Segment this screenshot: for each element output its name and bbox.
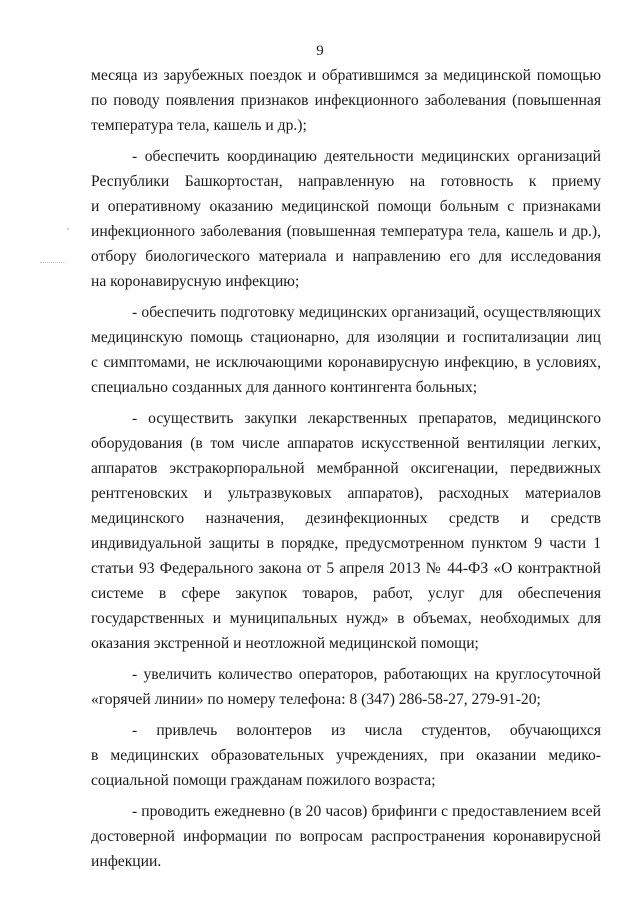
text-line: температура тела, кашель и др.);: [91, 117, 307, 134]
scan-speck: [67, 228, 69, 230]
text-line: инфекции.: [91, 853, 162, 870]
text-line: социальной помощи гражданам пожилого возраста;: [91, 772, 436, 789]
scan-margin-mark: [40, 262, 66, 264]
text-line: достоверной информации по вопросам распространения коронавирусной: [91, 828, 601, 845]
text-line: - проводить ежедневно (в 20 часов) брифинги с предоставлением всей: [132, 803, 601, 820]
paragraph: [91, 300, 601, 400]
paragraph: [91, 718, 601, 793]
text-line: специально созданных для данного контингента больных;: [91, 379, 478, 396]
text-line: месяца из зарубежных поездок и обратившимся за медицинской помощью: [91, 67, 601, 84]
text-line: медицинскую помощь стационарно, для изоляции и госпитализации лиц: [91, 329, 601, 346]
text-line: по поводу появления признаков инфекционного заболевания (повышенная: [91, 92, 601, 109]
text-line: - увеличить количество операторов, работающих на круглосуточной: [132, 666, 601, 683]
text-line: на коронавирусную инфекцию;: [91, 273, 300, 290]
text-line: - привлечь волонтеров из числа студентов, обучающихся: [132, 722, 601, 739]
text-line: инфекционного заболевания (повышенная температура тела, кашель и др.),: [91, 223, 601, 240]
text-line: оборудования (в том числе аппаратов искусственной вентиляции легких,: [91, 435, 601, 452]
paragraph: [91, 63, 601, 138]
text-line: - обеспечить координацию деятельности медицинских организаций: [132, 148, 601, 165]
text-line: Республики Башкортостан, направленную на готовность к приему: [91, 173, 601, 190]
text-line: - обеспечить подготовку медицинских организаций, осуществляющих: [132, 304, 601, 321]
text-line: и оперативному оказанию медицинской помощи больным с признаками: [91, 198, 601, 215]
text-line: отбору биологического материала и направлению его для исследования: [91, 248, 601, 265]
text-line: медицинского назначения, дезинфекционных средств и средств: [91, 510, 601, 527]
document-body: [91, 63, 601, 880]
text-line: «горячей линии» по номеру телефона: 8 (347) 286-58-27, 279-91-20;: [91, 691, 541, 708]
text-line: индивидуальной защиты в порядке, предусмотренном пунктом 9 части 1: [91, 535, 601, 552]
text-line: рентгеновских и ультразвуковых аппаратов), расходных материалов: [91, 485, 601, 502]
page-number: 9: [316, 43, 324, 59]
paragraph: [91, 662, 601, 712]
text-line: в медицинских образовательных учреждениях, при оказании медико-: [91, 747, 601, 764]
paragraph: [91, 799, 601, 874]
text-line: статьи 93 Федерального закона от 5 апреля 2013 № 44-ФЗ «О контрактной: [91, 560, 601, 577]
text-line: оказания экстренной и неотложной медицинской помощи;: [91, 635, 479, 652]
text-line: - осуществить закупки лекарственных препаратов, медицинского: [132, 410, 601, 427]
paragraph: [91, 144, 601, 294]
text-line: аппаратов экстракорпоральной мембранной оксигенации, передвижных: [91, 460, 601, 477]
paragraph: [91, 406, 601, 656]
text-line: системе в сфере закупок товаров, работ, услуг для обеспечения: [91, 585, 601, 602]
text-line: с симптомами, не исключающими коронавирусную инфекцию, в условиях,: [91, 354, 601, 371]
text-line: государственных и муниципальных нужд» в объемах, необходимых для: [91, 610, 601, 627]
